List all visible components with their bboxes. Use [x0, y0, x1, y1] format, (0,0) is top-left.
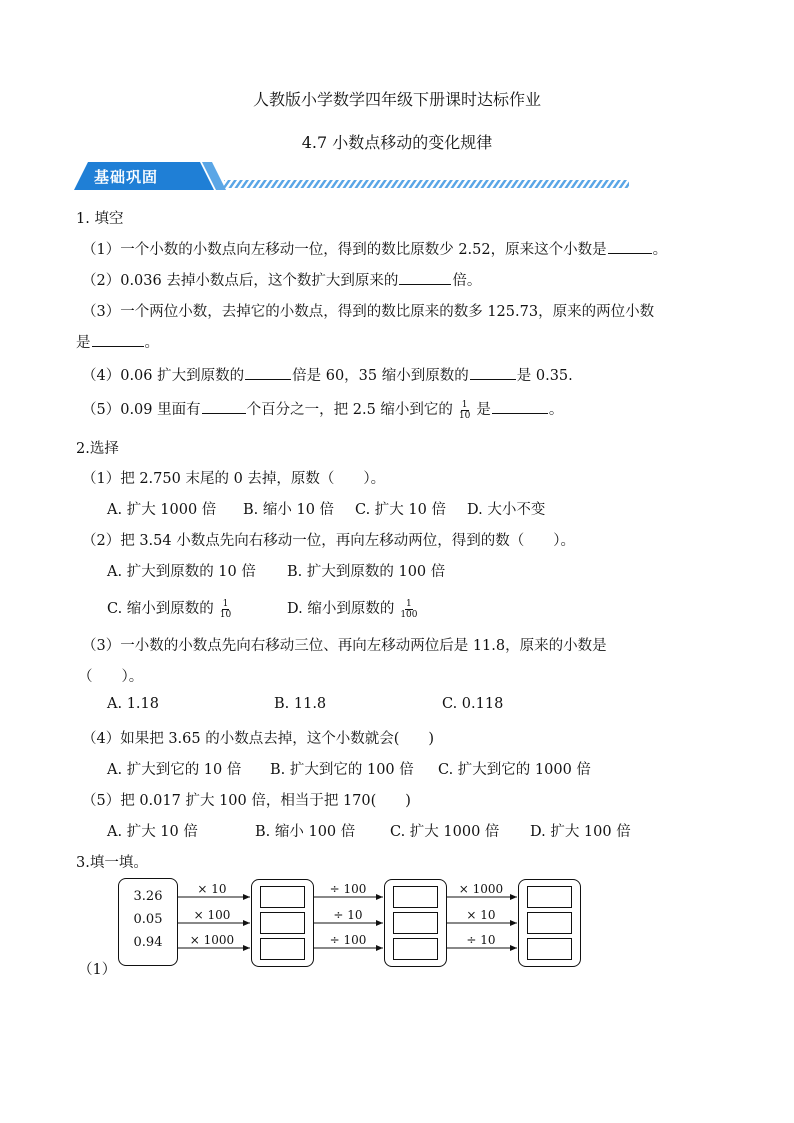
start-value: 3.26 [133, 889, 163, 904]
q2-item-4-option-c[interactable]: C. 扩大到它的 1000 倍 [438, 762, 591, 778]
q1-item-3-cont: 是 。 [76, 331, 159, 352]
operation-label: × 10 [197, 882, 227, 896]
page-title: 人教版小学数学四年级下册课时达标作业 [252, 90, 541, 109]
fraction: $\frac{1}{10}$ [458, 399, 471, 421]
q1-item-5: （5）0.09 里面有 个百分之一，把 2.5 缩小到它的 $\frac{1}{10}$ 是 。 [82, 399, 564, 421]
q2-item-5-option-a[interactable]: A. 扩大 10 倍 [107, 824, 198, 840]
result-box-stage-2 [384, 879, 447, 967]
answer-cell[interactable] [393, 938, 438, 960]
q2-item-5-option-d[interactable]: D. 扩大 100 倍 [530, 824, 631, 840]
q2-item-4-option-b[interactable]: B. 扩大到它的 100 倍 [270, 762, 414, 778]
q2-item-3-stem-cont: （ ）。 [78, 669, 144, 685]
fraction: $\frac{1}{10}$ [219, 598, 232, 620]
operation-label: ÷ 10 [466, 933, 496, 947]
start-value: 0.05 [133, 912, 163, 927]
operation-label: ÷ 100 [329, 933, 367, 947]
operation-label: ÷ 10 [333, 908, 363, 922]
result-box-stage-3 [518, 879, 581, 967]
q1-heading: 1. 填空 [76, 211, 124, 227]
answer-cell[interactable] [527, 938, 572, 960]
q3-heading: 3.填一填。 [76, 855, 148, 871]
answer-cell[interactable] [527, 886, 572, 908]
q1-item-4: （4）0.06 扩大到原数的 倍是 60，35 缩小到原数的 是 0.35. [82, 364, 573, 385]
q2-item-3-option-a[interactable]: A. 1.18 [107, 696, 159, 712]
q2-item-4-option-a[interactable]: A. 扩大到它的 10 倍 [107, 762, 242, 778]
q2-item-3-stem: （3）一小数的小数点先向右移动三位、再向左移动两位后是 11.8，原来的小数是 [82, 638, 607, 654]
q2-item-1-option-a[interactable]: A. 扩大 1000 倍 [107, 502, 217, 518]
answer-cell[interactable] [393, 886, 438, 908]
page-subtitle: 4.7 小数点移动的变化规律 [301, 133, 493, 152]
answer-cell[interactable] [260, 938, 305, 960]
answer-cell[interactable] [393, 912, 438, 934]
operation-label: × 1000 [458, 882, 504, 896]
q2-item-1-stem: （1）把 2.750 末尾的 0 去掉，原数（ ）。 [82, 471, 386, 487]
q2-item-2-option-d[interactable]: D. 缩小到原数的 $\frac{1}{100}$ [287, 598, 418, 620]
q3-label: （1） [78, 962, 117, 978]
answer-cell[interactable] [260, 886, 305, 908]
q2-item-5-option-c[interactable]: C. 扩大 1000 倍 [390, 824, 500, 840]
q1-item-2: （2）0.036 去掉小数点后，这个数扩大到原来的 倍。 [82, 269, 481, 290]
q2-item-5-stem: （5）把 0.017 扩大 100 倍，相当于把 170( ) [82, 793, 411, 809]
answer-cell[interactable] [260, 912, 305, 934]
q2-item-5-option-b[interactable]: B. 缩小 100 倍 [255, 824, 356, 840]
q2-item-4-stem: （4）如果把 3.65 的小数点去掉，这个小数就会( ) [82, 731, 435, 747]
q2-item-2-stem: （2）把 3.54 小数点先向右移动一位，再向左移动两位，得到的数（ ）。 [82, 533, 575, 549]
q2-item-3-option-b[interactable]: B. 11.8 [274, 696, 327, 712]
q2-item-2-option-c[interactable]: C. 缩小到原数的 $\frac{1}{10}$ [107, 598, 232, 620]
result-box-stage-1 [251, 879, 314, 967]
operation-label: × 10 [466, 908, 496, 922]
operation-label: × 100 [193, 908, 231, 922]
q2-item-1-option-b[interactable]: B. 缩小 10 倍 [243, 502, 335, 518]
q2-item-1-option-d[interactable]: D. 大小不变 [467, 502, 546, 518]
operation-label: × 1000 [189, 933, 235, 947]
q1-item-3: （3）一个两位小数，去掉它的小数点，得到的数比原来的数多 125.73，原来的两位小数 [82, 304, 655, 320]
q2-item-3-option-c[interactable]: C. 0.118 [442, 696, 504, 712]
start-value: 0.94 [133, 935, 163, 950]
q2-item-1-option-c[interactable]: C. 扩大 10 倍 [355, 502, 446, 518]
operation-label: ÷ 100 [329, 882, 367, 896]
q1-item-1: （1）一个小数的小数点向左移动一位，得到的数比原数少 2.52，原来这个小数是 。 [82, 238, 667, 259]
answer-cell[interactable] [527, 912, 572, 934]
q2-item-2-option-b[interactable]: B. 扩大到原数的 100 倍 [287, 564, 446, 580]
banner-label: 基础巩固 [94, 168, 159, 186]
start-values-box [118, 878, 178, 966]
q2-heading: 2.选择 [76, 441, 119, 457]
q2-item-2-option-a[interactable]: A. 扩大到原数的 10 倍 [107, 564, 256, 580]
fraction: $\frac{1}{100}$ [400, 598, 418, 620]
